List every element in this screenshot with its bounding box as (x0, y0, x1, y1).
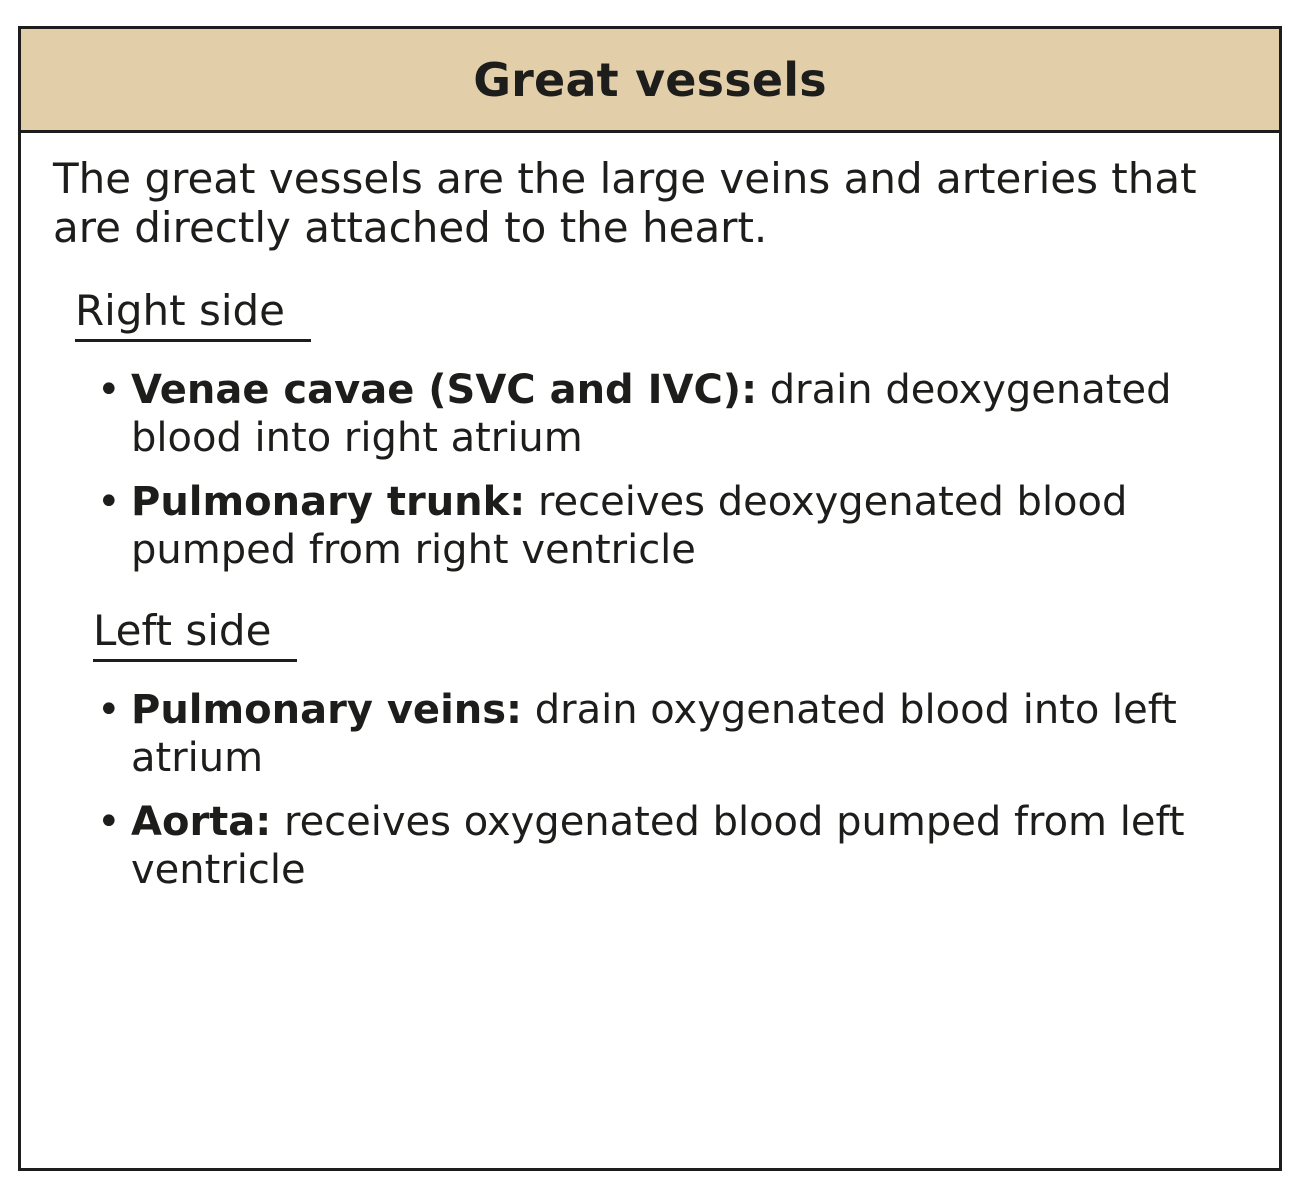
left-side-list (47, 686, 1253, 894)
card-body (21, 133, 1279, 894)
list-item (47, 366, 1253, 462)
intro-paragraph: The great vessels are the large veins and arteries that are directly attached to the heart. (53, 154, 1197, 252)
bullet-icon: • (97, 367, 121, 414)
term-label: Venae cavae (SVC and IVC): (131, 367, 758, 414)
term-label: Aorta: (131, 799, 272, 846)
card-header (21, 29, 1279, 133)
section-heading-right: Right side (75, 286, 311, 342)
term-description: drain oxygenated blood into left atrium (131, 687, 1177, 782)
term-description: drain deoxygenated blood into right atrium (131, 367, 1172, 462)
term-label: Pulmonary veins: (131, 687, 523, 734)
list-item (47, 686, 1253, 782)
bullet-icon: • (97, 687, 121, 734)
great-vessels-card (18, 26, 1282, 1171)
section-right (47, 270, 1253, 348)
section-left (65, 590, 1253, 668)
list-item (47, 798, 1253, 894)
list-item (47, 478, 1253, 574)
term-description: receives oxygenated blood pumped from left ventricle (131, 799, 1185, 894)
bullet-icon: • (97, 479, 121, 526)
card-title: Great vessels (473, 52, 827, 107)
term-label: Pulmonary trunk: (131, 479, 526, 526)
right-side-list (47, 366, 1253, 574)
section-heading-left: Left side (93, 606, 297, 662)
term-description: receives deoxygenated blood pumped from right ventricle (131, 479, 1128, 574)
bullet-icon: • (97, 799, 121, 846)
